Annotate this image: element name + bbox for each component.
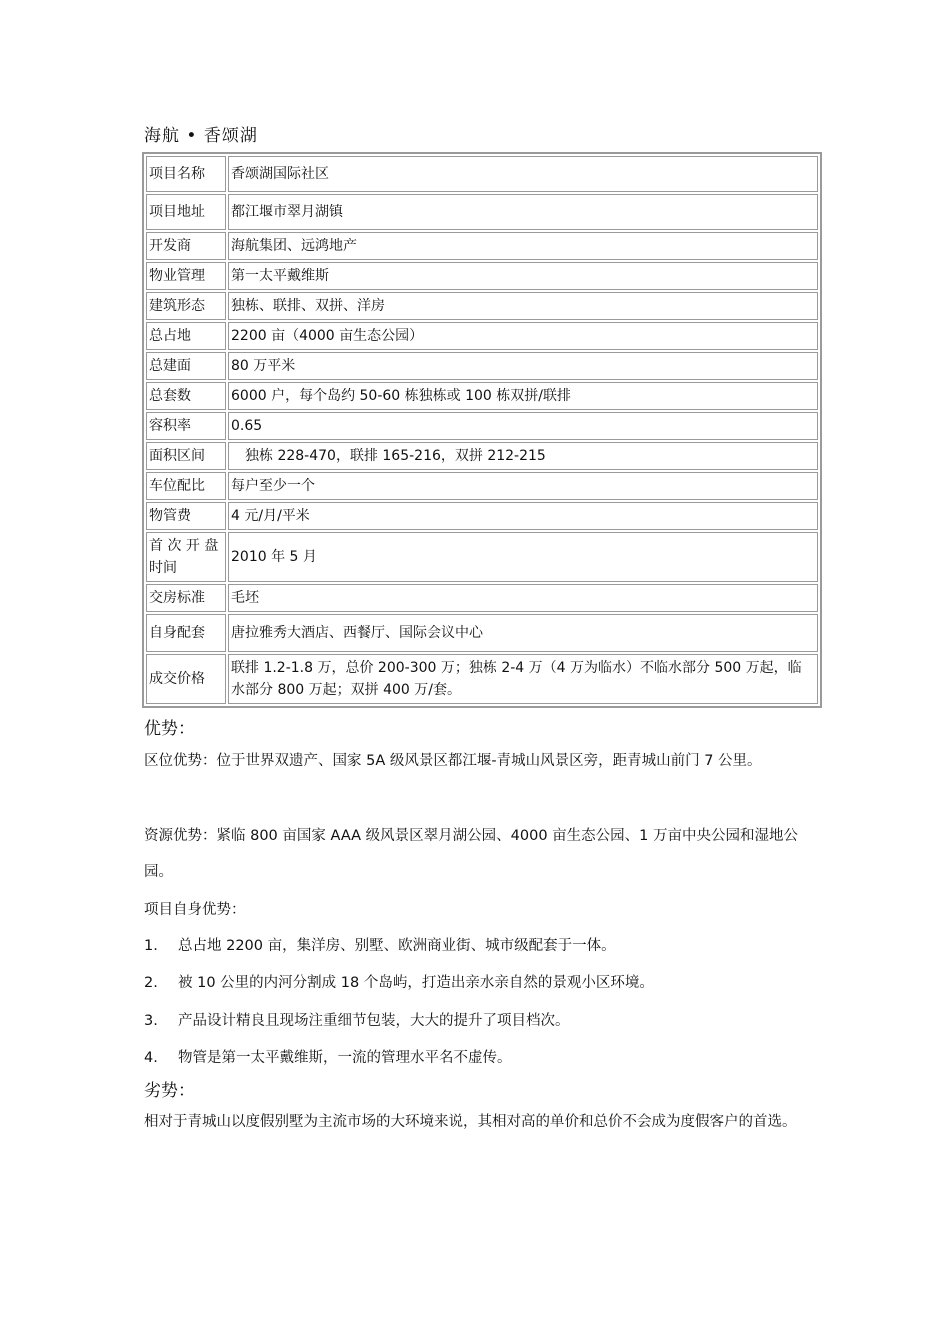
disadvantages-heading: 劣势： (144, 1081, 195, 1101)
table-row (146, 262, 818, 290)
row-value: 独栋、联排、双拼、洋房 (228, 292, 818, 320)
row-value: 唐拉雅秀大酒店、西餐厅、国际会议中心 (228, 614, 818, 652)
location-advantage-text: 区位优势：位于世界双遗产、国家 5A 级风景区都江堰-青城山风景区旁，距青城山前门 7 公里。 (144, 753, 762, 769)
row-label: 成交价格 (146, 654, 226, 704)
table-row (146, 472, 818, 500)
project-info-table (142, 152, 822, 708)
list-item-number: 1. (144, 938, 158, 954)
row-label: 交房标准 (146, 584, 226, 612)
row-label: 项目名称 (146, 156, 226, 192)
list-item (144, 1009, 824, 1033)
list-item (144, 934, 824, 958)
resource-advantage-text: 资源优势：紧临 800 亩国家 AAA 级风景区翠月湖公园、4000 亩生态公园、1 万亩中央公园和湿地公园。 (144, 828, 799, 880)
row-value: 第一太平戴维斯 (228, 262, 818, 290)
row-value: 2010 年 5 月 (228, 532, 818, 582)
row-value: 毛坯 (228, 584, 818, 612)
row-value: 80 万平米 (228, 352, 818, 380)
list-item-text: 被 10 公里的内河分割成 18 个岛屿，打造出亲水亲自然的景观小区环境。 (178, 975, 654, 991)
row-value: 每户至少一个 (228, 472, 818, 500)
table-row (146, 382, 818, 410)
row-label: 容积率 (146, 412, 226, 440)
table-row (146, 442, 818, 470)
row-value: 2200 亩（4000 亩生态公园） (228, 322, 818, 350)
list-item-text: 产品设计精良且现场注重细节包装，大大的提升了项目档次。 (178, 1013, 570, 1029)
row-label: 总占地 (146, 322, 226, 350)
row-label: 车位配比 (146, 472, 226, 500)
row-value: 6000 户，每个岛约 50-60 栋独栋或 100 栋双拼/联排 (228, 382, 818, 410)
row-label: 总建面 (146, 352, 226, 380)
table-row (146, 292, 818, 320)
disadvantage-text: 相对于青城山以度假别墅为主流市场的大环境来说，其相对高的单价和总价不会成为度假客户的首选。 (144, 1114, 797, 1130)
row-label: 首 次 开 盘 时间 (146, 532, 226, 582)
table-row (146, 156, 818, 192)
table-row (146, 584, 818, 612)
page-title: 海航 • 香颂湖 (144, 126, 258, 146)
row-label: 项目地址 (146, 194, 226, 230)
table-row (146, 502, 818, 530)
table-row (146, 654, 818, 704)
row-label: 开发商 (146, 232, 226, 260)
row-label: 物业管理 (146, 262, 226, 290)
list-item-number: 3. (144, 1013, 158, 1029)
row-label: 面积区间 (146, 442, 226, 470)
list-item-text: 总占地 2200 亩，集洋房、别墅、欧洲商业街、城市级配套于一体。 (178, 938, 616, 954)
row-value: 海航集团、远鸿地产 (228, 232, 818, 260)
row-value: 都江堰市翠月湖镇 (228, 194, 818, 230)
table-row (146, 322, 818, 350)
list-item (144, 971, 824, 995)
row-label: 物管费 (146, 502, 226, 530)
table-row (146, 412, 818, 440)
row-value: 香颂湖国际社区 (228, 156, 818, 192)
row-value: 独栋 228-470，联排 165-216，双拼 212-215 (228, 442, 818, 470)
row-label: 自身配套 (146, 614, 226, 652)
table-row (146, 614, 818, 652)
table-row (146, 232, 818, 260)
row-value: 联排 1.2-1.8 万，总价 200-300 万；独栋 2-4 万（4 万为临水）不临水部分 500 万起，临水部分 800 万起；双拼 400 万/套。 (228, 654, 818, 704)
table-row (146, 532, 818, 582)
table-row (146, 194, 818, 230)
row-label: 总套数 (146, 382, 226, 410)
list-item-number: 2. (144, 975, 158, 991)
row-value: 0.65 (228, 412, 818, 440)
row-label: 建筑形态 (146, 292, 226, 320)
list-item-number: 4. (144, 1050, 158, 1066)
advantages-heading: 优势： (144, 719, 195, 739)
table-row (146, 352, 818, 380)
list-item-text: 物管是第一太平戴维斯，一流的管理水平名不虚传。 (178, 1050, 512, 1066)
self-advantage-heading: 项目自身优势： (144, 902, 246, 918)
list-item (144, 1046, 824, 1070)
row-value: 4 元/月/平米 (228, 502, 818, 530)
